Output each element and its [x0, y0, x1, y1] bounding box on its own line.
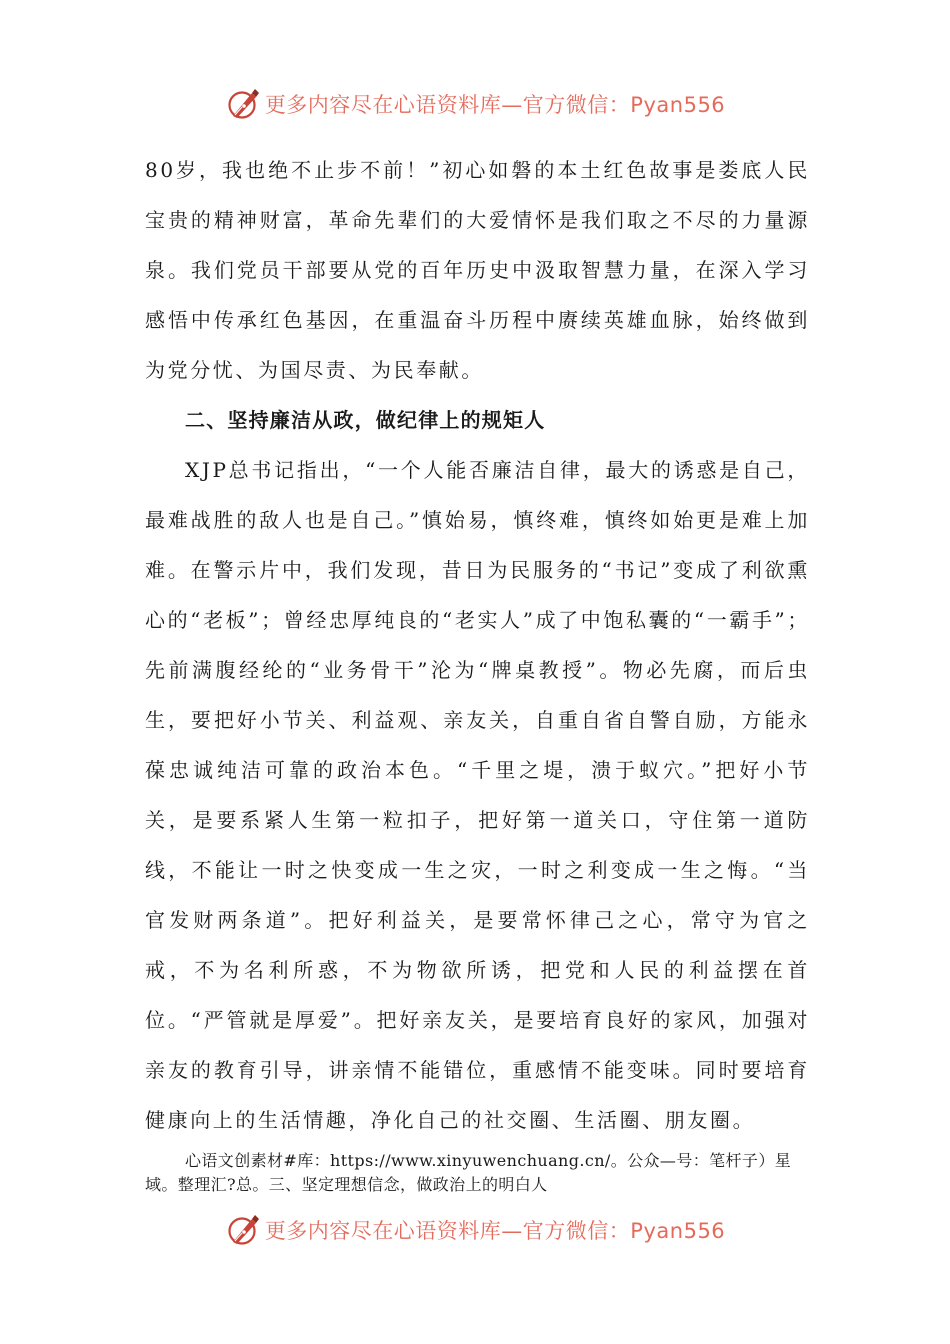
header-banner-text: 更多内容尽在心语资料库—官方微信：Pyan556 — [264, 93, 726, 117]
header-banner — [0, 84, 950, 124]
source-note-paragraph: 心语文创素材#库：https://www.xinyuwenchuang.cn/。公众—号：笔杆子）星域。整理汇?总。三、坚定理想信念，做政治上的明白人 — [145, 1151, 792, 1194]
footer-banner-text: 更多内容尽在心语资料库—官方微信：Pyan556 — [264, 1219, 726, 1243]
paragraph-integrity: XJP总书记指出，“一个人能否廉洁自律，最大的诱惑是自己，最难战胜的敌人也是自己。”慎始易，慎终难，慎终如始更是难上加难。在警示片中，我们发现，昔日为民服务的“书记”变成了利欲熏心的“老板”；曾经忠厚纯良的“老实人”成了中饱私囊的“一霸手”；先前满腹经纶的“业务骨干”沦为“牌桌教授”。物必先腐，而后虫生，要把好小节关、利益观、亲友关，自重自省自警自励，方能永葆忠诚纯洁可靠的政治本色。“千里之堤，溃于蚁穴。”把好小节关，是要系紧人生第一粒扣子，把好第一道关口，守住第一道防线，不能让一时之快变成一生之灾，一时之利变成一生之悔。“当官发财两条道”。把好利益关，是要常怀律己之心，常守为官之戒，不为名利所惑，不为物欲所诱，把党和人民的利益摆在首位。“严管就是厚爱”。把好亲友关，是要培育良好的家风，加强对亲友的教育引导，讲亲情不能错位，重感情不能变味。同时要培育健康向上的生活情趣，净化自己的社交圈、生活圈、朋友圈。 — [145, 458, 810, 1132]
paragraph-continuation: 80岁，我也绝不止步不前！”初心如磐的本土红色故事是娄底人民宝贵的精神财富，革命先辈们的大爱情怀是我们取之不尽的力量源泉。我们党员干部要从党的百年历史中汲取智慧力量，在深入学习感悟中传承红色基因，在重温奋斗历程中赓续英雄血脉，始终做到为党分忧、为国尽责、为民奉献。 — [145, 158, 810, 382]
pen-nib-logo-icon — [225, 1212, 261, 1248]
footer-banner — [0, 1210, 950, 1250]
document-body — [145, 145, 810, 1197]
section-heading-2: 二、坚持廉洁从政，做纪律上的规矩人 — [185, 408, 546, 432]
pen-nib-logo-icon — [225, 86, 261, 122]
